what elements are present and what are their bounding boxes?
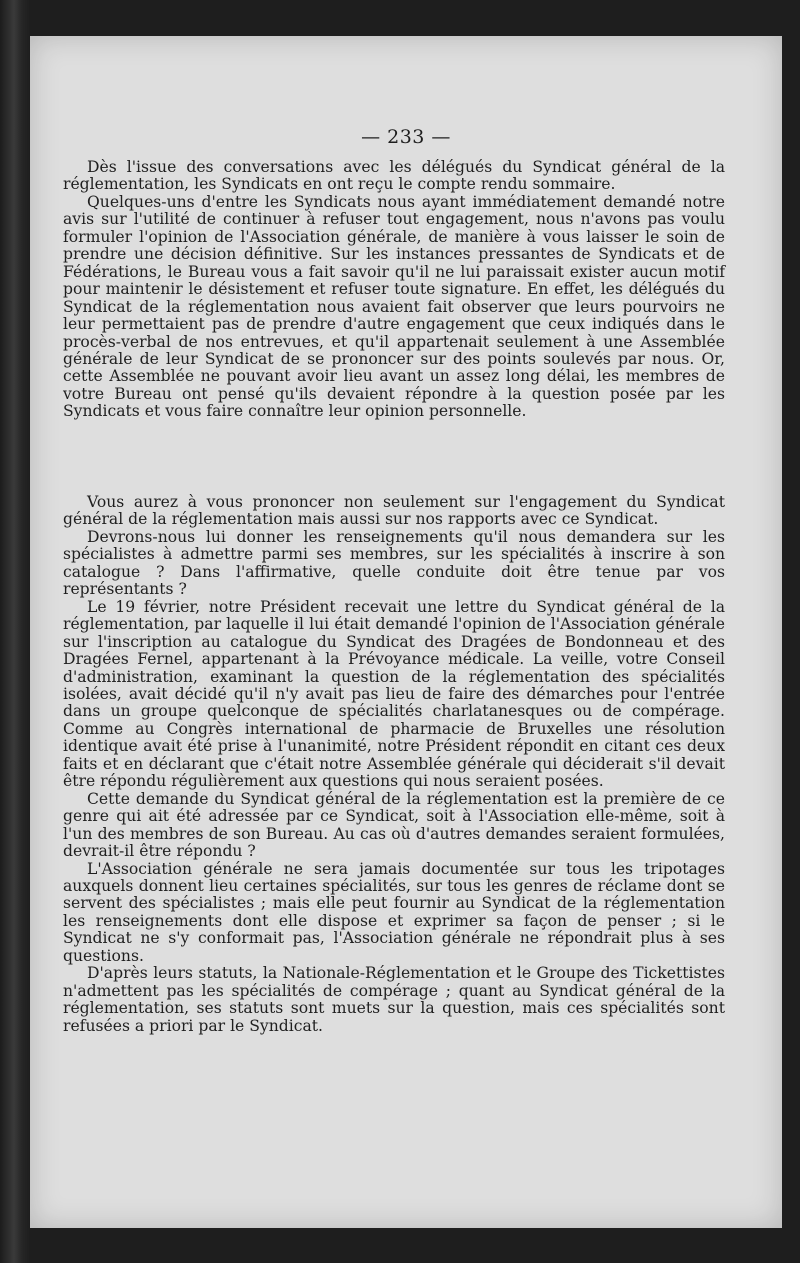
- paragraph: Cette demande du Syndicat général de la réglementation est la première de ce genre qui ait été adressée par ce Syndicat, soit à l'Association elle-même, soit à l'un des membres de son Bureau. Au cas où d'autres demandes seraient formulées, devrait-il être répondu ?: [63, 789, 725, 861]
- paragraph: Quelques-uns d'entre les Syndicats nous ayant immédiatement demandé notre avis sur l'utilité de continuer à refuser tout engagement, nous n'avons pas voulu formuler l'opinion de l'Association générale, de manière à vous laisser le soin de prendre une décision définitive. Sur les instances pressantes de Syndicats et de Fédérations, le Bureau vous a fait savoir qu'il ne lui paraissait exister aucun motif pour maintenir le désistement et refuser toute signature. En effet, les délégués du Syndicat de la réglementation nous avaient fait observer que leurs pourvoirs ne leur permettaient pas de prendre d'autre engagement que ceux indiqués dans le procès-verbal de nos entrevues, et qu'il appartenait seulement à une Assemblée générale de leur Syndicat de se prononcer sur des points soulevés par nous. Or, cette Assemblée ne pouvant avoir lieu avant un assez long délai, les membres de votre Bureau ont pensé qu'ils devaient répondre à la question posée par les Syndicats et vous faire connaître leur opinion personnelle.: [63, 192, 725, 421]
- text-section-1: [63, 159, 725, 421]
- paragraph: Vous aurez à vous prononcer non seulement sur l'engagement du Syndicat général de la réglementation mais aussi sur nos rapports avec ce Syndicat.: [63, 493, 725, 529]
- paragraph: Dès l'issue des conversations avec les délégués du Syndicat général de la réglementation, les Syndicats en ont reçu le compte rendu sommaire.: [63, 158, 725, 194]
- paragraph: L'Association générale ne sera jamais documentée sur tous les tripotages auxquels donnent lieu certaines spécialités, sur tous les genres de réclame dont se servent des spécialistes ; mais elle peut fournir au Syndicat de la réglementation les renseignements dont elle dispose et exprimer sa façon de penser ; si le Syndicat ne s'y conformait pas, l'Association générale ne répondrait plus à ses questions.: [63, 859, 725, 965]
- page-number: — 233 —: [361, 126, 451, 148]
- text-section-2: [63, 494, 725, 1035]
- paragraph: Le 19 février, notre Président recevait une lettre du Syndicat général de la réglementation, par laquelle il lui était demandé l'opinion de l'Association générale sur l'inscription au catalogue du Syndicat des Dragées de Bondonneau et des Dragées Fernel, appartenant à la Prévoyance médicale. La veille, votre Conseil d'administration, examinant la question de la réglementation des spécialités isolées, avait décidé qu'il n'y avait pas lieu de faire des démarches pour l'entrée dans un groupe quelconque de spécialités charlatanesques ou de compérage. Comme au Congrès international de pharmacie de Bruxelles une résolution identique avait été prise à l'unanimité, notre Président répondit en citant ces deux faits et en déclarant que c'était notre Assemblée générale qui déciderait s'il devait être répondu régulièrement aux questions qui nous seraient posées.: [63, 597, 725, 791]
- paragraph: Devrons-nous lui donner les renseignements qu'il nous demandera sur les spécialistes à admettre parmi ses membres, sur les spécialités à inscrire à son catalogue ? Dans l'affirmative, quelle conduite doit être tenue par vos représentants ?: [63, 527, 725, 599]
- paragraph: D'après leurs statuts, la Nationale-Réglementation et le Groupe des Tickettistes n'admettent pas les spécialités de compérage ; quant au Syndicat général de la réglementation, ses statuts sont muets sur la question, mais ces spécialités sont refusées a priori par le Syndicat.: [63, 964, 725, 1035]
- document-page: [30, 36, 782, 1228]
